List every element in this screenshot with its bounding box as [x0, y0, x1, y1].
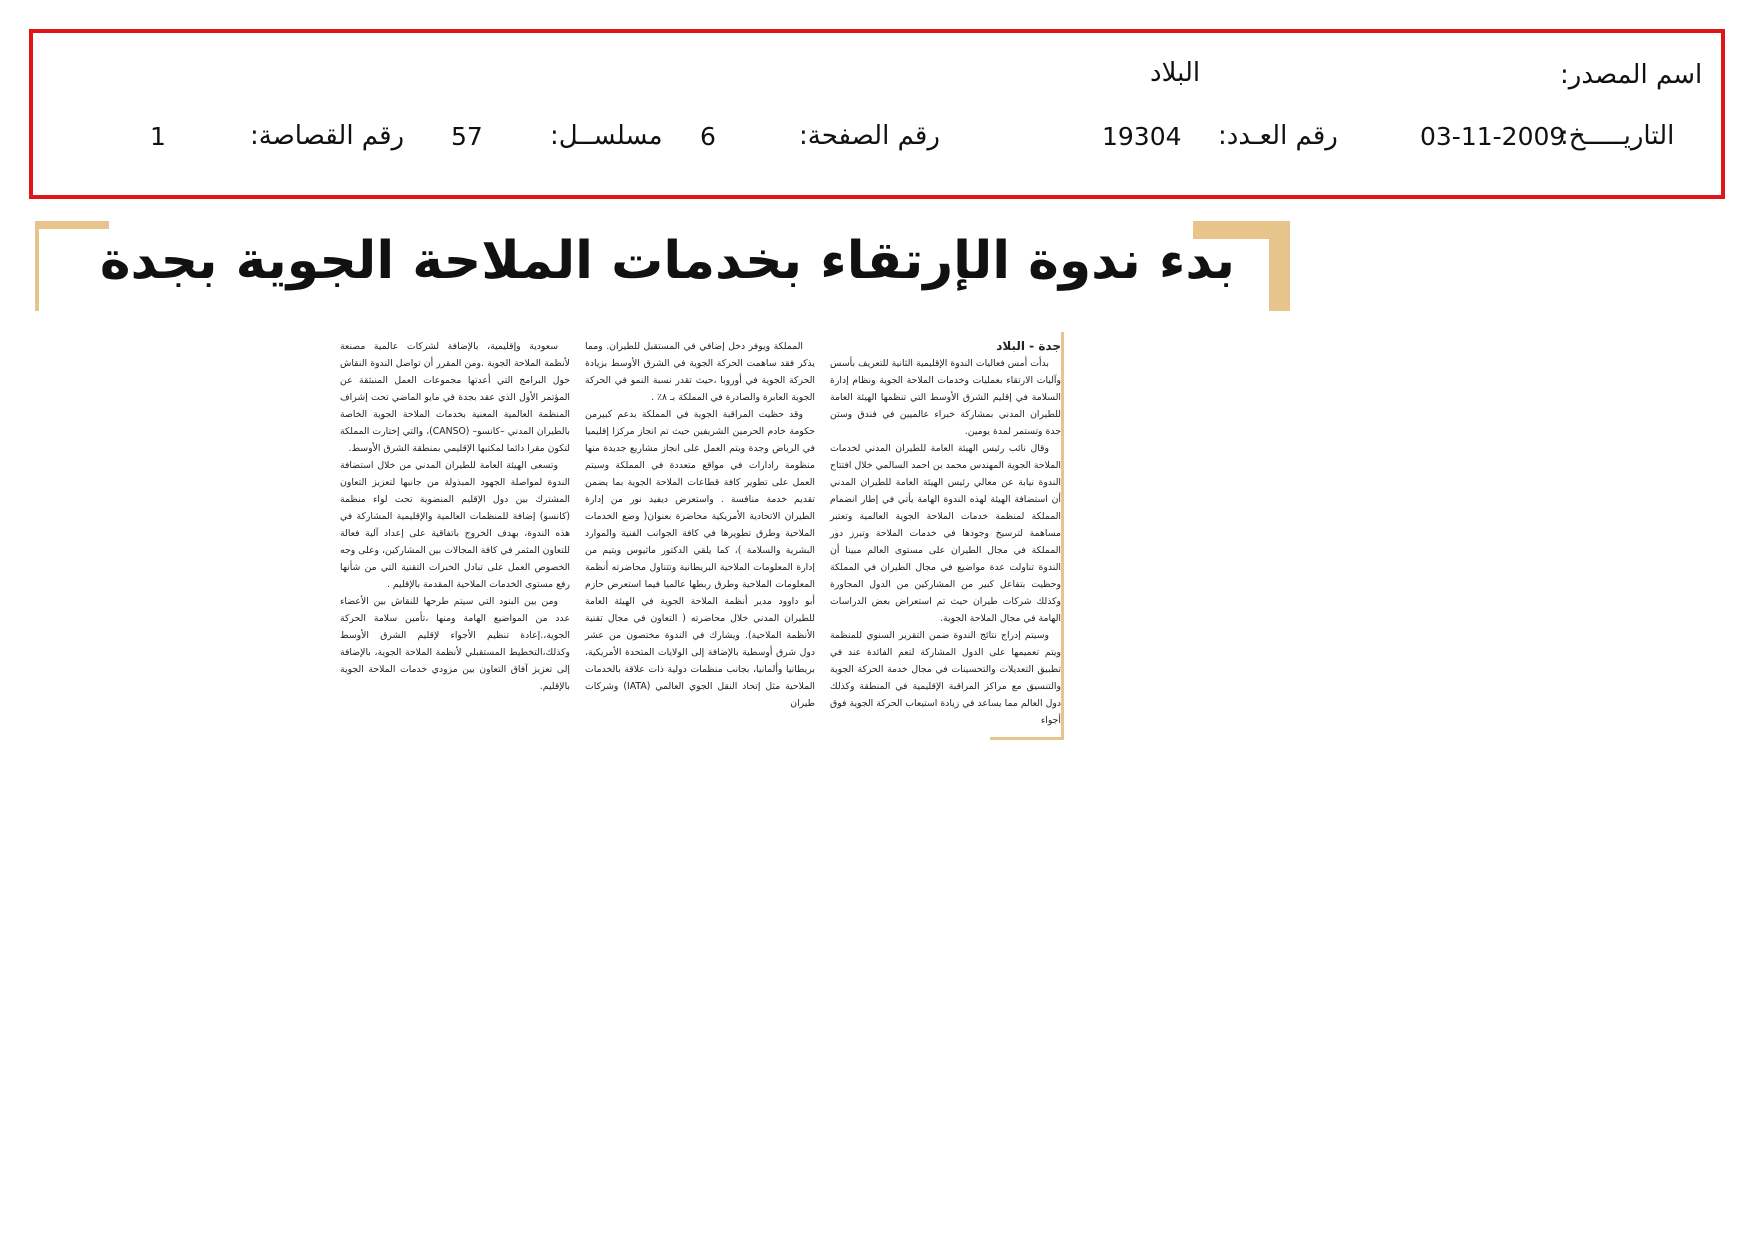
page-value: 6	[700, 122, 716, 151]
article-headline: بدء ندوة الإرتقاء بخدمات الملاحة الجوية بجدة	[99, 231, 1235, 291]
paragraph: وتسعى الهيئة العامة للطيران المدني من خلال استضافة الندوة لمواصلة الجهود المبذولة من جانبها لتعزيز التعاون المشترك بين دول الإقليم المنضوية تحت لواء منظمة (كانسو) إضافة للمنظمات العالمية والإقليمية المشاركة في هذه الندوة، بهدف الخروج باتفاقية على إعداد آلية فعالة للتعاون المثمر في كافة المجالات بين المشاركين، وعلى وجه الخصوص العمل على تبادل الخبرات التقنية التي من شأنها رفع مستوى الخدمات الملاحية المقدمة بالإقليم .	[340, 460, 570, 590]
article-dateline: جدة - البلاد	[996, 339, 1061, 353]
article-column-3	[340, 338, 570, 695]
paragraph: ومن بين البنود التي سيتم طرحها للنقاش بين الأعضاء عدد من المواضيع الهامة ومنها ،تأمين سلامة الحركة الجوية،.إعادة تنظيم الأجواء لإقليم الشرق الأوسط وكذلك،التخطيط المستقبلي لأنظمة الملاحة الجوية، بالإضافة إلى تعزيز آفاق التعاون بين مزودي خدمات الملاحة الجوية بالإقليم.	[340, 596, 570, 692]
issue-value: 19304	[1102, 122, 1182, 151]
clipping-info-box	[29, 29, 1725, 199]
source-label: اسم المصدر:	[1560, 60, 1703, 90]
serial-value: 57	[451, 122, 483, 151]
clip-number-label: رقم القصاصة:	[250, 121, 405, 151]
paragraph: وسيتم إدراج نتائج الندوة ضمن التقرير السنوي للمنظمة ويتم تعميمها على الدول المشاركة لتعم الفائدة عند في تطبيق التعديلات والتحسينات في مجال خدمة الحركة الجوية والتنسيق مع مراكز المراقبة الإقليمية في المنطقة وكذلك دول العالم مما يساعد في زيادة استيعاب الحركة الجوية فوق أجواء	[830, 630, 1061, 726]
headline-banner	[35, 221, 1290, 311]
date-value: 03-11-2009	[1420, 122, 1566, 151]
paragraph: وقد حظيت المراقبة الجوية في المملكة بدعم كبيرمن حكومة خادم الحرمين الشريفين حيث تم انجاز مركزا إقليميا في الرياض وجدة ويتم العمل على انجاز مشاريع جديدة منها منظومة رادارات في مواقع متعددة في المملكة وسيتم العمل على تطوير كافة قطاعات الملاحة الجوية بما يضمن تقديم خدمة منافسة . واستعرض ديفيد نور من إدارة الطيران الاتحادية الأمريكية محاضرة بعنوان( وضع الخدمات الملاحية وطرق تطويرها في كافة الجوانب الفنية والموارد البشرية والسلامة )، كما يلقي الدكتور ماثيوس ويتيم من إدارة المعلومات الملاحية البريطانية وتتناول محاضرته أنظمة المعلومات الملاحية وطرق ربطها عالميا فيما استعرض حازم أبو داوود مدير أنظمة الملاحة الجوية في الهيئة العامة للطيران المدني خلال محاضرته ( التعاون في مجال تقنية الأنظمة الملاحية). ويشارك في الندوة مختصون من عشر دول شرق أوسطية بالإضافة إلى الولايات المتحدة الأمريكية، بريطانيا وألمانيا، بجانب منظمات دولية ذات علاقة بالخدمات الملاحية مثل إتحاد النقل الجوي العالمي (IATA) وشركات طيران	[585, 409, 815, 709]
clip-number-value: 1	[150, 122, 166, 151]
paragraph: المملكة ويوفر دخل إضافي في المستقبل للطيران. ومما يذكر فقد ساهمت الحركة الجوية في الشرق الأوسط بزيادة الحركة الجوية في أوروبا ،حيث تقدر نسبة النمو في الحركة الجوية العابرة والصادرة في المملكة بـ ٨٪ .	[585, 341, 815, 403]
article-column-2	[585, 338, 815, 712]
serial-label: مسلســل:	[550, 121, 663, 151]
column-corner-right	[1061, 332, 1064, 740]
paragraph: بدأت أمس فعاليات الندوة الإقليمية الثانية للتعريف بأسس وآليات الارتقاء بعمليات وخدمات الملاحة الجوية ونظام إدارة السلامة في إقليم الشرق الأوسط التي تنظمها الهيئة العامة للطيران المدني بمشاركة خبراء عالميين في فندق وستن جدة وتستمر لمدة يومين.	[830, 358, 1061, 437]
article-column-1	[830, 338, 1061, 729]
issue-label: رقم العـدد:	[1218, 121, 1338, 151]
page-label: رقم الصفحة:	[799, 121, 940, 151]
date-label: التاريـــــخ:	[1560, 121, 1675, 151]
headline-frame-left	[35, 221, 39, 311]
headline-frame-right	[1269, 221, 1290, 311]
column-corner-bottom	[990, 737, 1064, 740]
headline-frame-top-left	[35, 221, 109, 229]
paragraph: وقال نائب رئيس الهيئة العامة للطيران المدني لخدمات الملاحة الجوية المهندس محمد بن احمد السالمي خلال افتتاح الندوة نيابة عن معالي رئيس الهيئة العامة للطيران المدني أن استضافة الهيئة لهذه الندوة الهامة يأتي في إطار انضمام المملكة لمنظمة خدمات الملاحة الجوية العالمية وتعتبر مساهمة لترسيخ وجودها في خدمات الملاحة وتبرز دور المملكة في مجال الطيران على مستوى العالم مبينا أن الندوة تناولت عدة مواضيع في مجال الطيران في المملكة وحظيت بتفاعل كبير من المشاركين من الدول المجاورة وكذلك شركات طيران حيث تم استعراض بعض الدراسات الهامة في مجال الملاحة الجوية.	[830, 443, 1061, 624]
paragraph: سعودية وإقليمية، بالإضافة لشركات عالمية مصنعة لأنظمة الملاحة الجوية .ومن المقرر أن تواصل الندوة النقاش حول البرامج التي أعدتها مجموعات العمل المنبثقة عن المؤتمر الأول الذي عقد بجدة في مايو الماضي تحت إشراف المنظمة العالمية المعنية بخدمات الملاحة الجوية الخاصة بالطيران المدني –كانسو– (CANSO)، والتي إختارت المملكة لتكون مقرا دائما لمكتبها الإقليمي بمنطقة الشرق الأوسط.	[340, 341, 570, 454]
source-value: البلاد	[1150, 58, 1201, 88]
